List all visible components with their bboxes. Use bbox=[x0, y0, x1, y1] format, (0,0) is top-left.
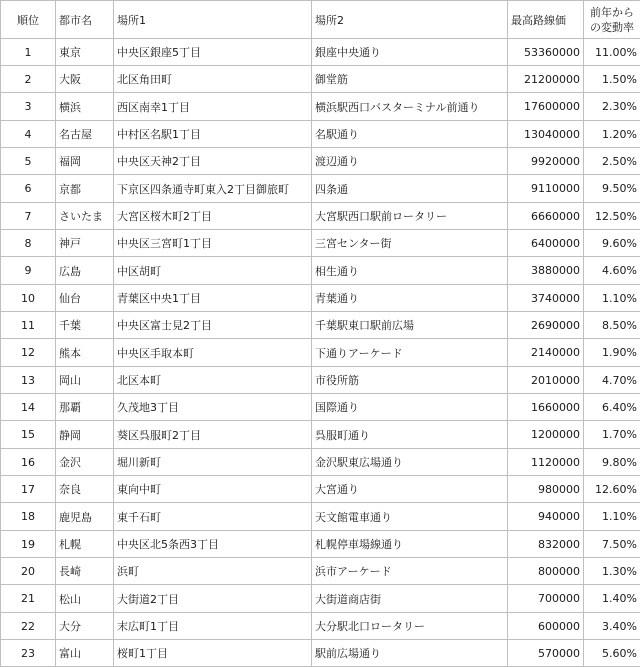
cell-change: 6.40% bbox=[584, 394, 640, 421]
cell-place2: 名駅通り bbox=[312, 121, 508, 148]
table-row bbox=[1, 175, 640, 203]
cell-change: 9.60% bbox=[584, 230, 640, 257]
cell-price: 2690000 bbox=[508, 312, 584, 339]
cell-price: 700000 bbox=[508, 585, 584, 613]
cell-place1: 桜町1丁目 bbox=[114, 640, 312, 667]
cell-city: 大阪 bbox=[56, 66, 114, 93]
cell-city: 熊本 bbox=[56, 339, 114, 367]
table-row bbox=[1, 585, 640, 613]
cell-place2: 札幌停車場線通り bbox=[312, 531, 508, 558]
cell-place1: 北区角田町 bbox=[114, 66, 312, 93]
cell-city: 広島 bbox=[56, 257, 114, 285]
table-row bbox=[1, 203, 640, 230]
cell-price: 6400000 bbox=[508, 230, 584, 257]
cell-city: さいたま bbox=[56, 203, 114, 230]
cell-place1: 大街道2丁目 bbox=[114, 585, 312, 613]
cell-rank: 3 bbox=[1, 93, 56, 121]
cell-place1: 久茂地3丁目 bbox=[114, 394, 312, 421]
cell-change: 5.60% bbox=[584, 640, 640, 667]
cell-price: 980000 bbox=[508, 476, 584, 503]
cell-place1: 葵区呉服町2丁目 bbox=[114, 421, 312, 449]
cell-change: 1.20% bbox=[584, 121, 640, 148]
cell-change: 2.30% bbox=[584, 93, 640, 121]
cell-rank: 2 bbox=[1, 66, 56, 93]
table-row bbox=[1, 503, 640, 531]
cell-place2: 大街道商店街 bbox=[312, 585, 508, 613]
cell-price: 1200000 bbox=[508, 421, 584, 449]
cell-rank: 15 bbox=[1, 421, 56, 449]
cell-change: 2.50% bbox=[584, 148, 640, 175]
cell-city: 名古屋 bbox=[56, 121, 114, 148]
header-place2: 場所2 bbox=[312, 1, 508, 39]
table-row bbox=[1, 449, 640, 476]
cell-price: 13040000 bbox=[508, 121, 584, 148]
cell-place1: 西区南幸1丁目 bbox=[114, 93, 312, 121]
header-rank: 順位 bbox=[1, 1, 56, 39]
cell-place2: 呉服町通り bbox=[312, 421, 508, 449]
cell-city: 岡山 bbox=[56, 367, 114, 394]
cell-city: 大分 bbox=[56, 613, 114, 640]
cell-place2: 三宮センター街 bbox=[312, 230, 508, 257]
cell-rank: 1 bbox=[1, 39, 56, 66]
cell-city: 鹿児島 bbox=[56, 503, 114, 531]
cell-rank: 17 bbox=[1, 476, 56, 503]
cell-city: 松山 bbox=[56, 585, 114, 613]
cell-rank: 22 bbox=[1, 613, 56, 640]
cell-place1: 中央区三宮町1丁目 bbox=[114, 230, 312, 257]
cell-rank: 8 bbox=[1, 230, 56, 257]
cell-price: 2010000 bbox=[508, 367, 584, 394]
table-row bbox=[1, 367, 640, 394]
table-row bbox=[1, 66, 640, 93]
cell-price: 940000 bbox=[508, 503, 584, 531]
cell-place1: 青葉区中央1丁目 bbox=[114, 285, 312, 312]
cell-place2: 大宮通り bbox=[312, 476, 508, 503]
cell-rank: 23 bbox=[1, 640, 56, 667]
cell-place2: 青葉通り bbox=[312, 285, 508, 312]
cell-rank: 13 bbox=[1, 367, 56, 394]
cell-place2: 浜市アーケード bbox=[312, 558, 508, 585]
cell-change: 1.50% bbox=[584, 66, 640, 93]
cell-city: 那覇 bbox=[56, 394, 114, 421]
cell-place2: 千葉駅東口駅前広場 bbox=[312, 312, 508, 339]
cell-change: 12.60% bbox=[584, 476, 640, 503]
header-city: 都市名 bbox=[56, 1, 114, 39]
cell-place1: 末広町1丁目 bbox=[114, 613, 312, 640]
cell-rank: 7 bbox=[1, 203, 56, 230]
header-place1: 場所1 bbox=[114, 1, 312, 39]
cell-rank: 4 bbox=[1, 121, 56, 148]
cell-price: 6660000 bbox=[508, 203, 584, 230]
cell-change: 9.50% bbox=[584, 175, 640, 203]
table-row bbox=[1, 558, 640, 585]
cell-place1: 北区本町 bbox=[114, 367, 312, 394]
cell-price: 3740000 bbox=[508, 285, 584, 312]
cell-place2: 市役所筋 bbox=[312, 367, 508, 394]
table-row bbox=[1, 394, 640, 421]
cell-place2: 御堂筋 bbox=[312, 66, 508, 93]
cell-rank: 19 bbox=[1, 531, 56, 558]
cell-change: 11.00% bbox=[584, 39, 640, 66]
cell-change: 1.70% bbox=[584, 421, 640, 449]
cell-city: 金沢 bbox=[56, 449, 114, 476]
cell-rank: 21 bbox=[1, 585, 56, 613]
cell-price: 1660000 bbox=[508, 394, 584, 421]
cell-place1: 中央区北5条西3丁目 bbox=[114, 531, 312, 558]
cell-change: 3.40% bbox=[584, 613, 640, 640]
cell-city: 長崎 bbox=[56, 558, 114, 585]
cell-change: 1.40% bbox=[584, 585, 640, 613]
cell-price: 2140000 bbox=[508, 339, 584, 367]
table-row bbox=[1, 148, 640, 175]
cell-city: 仙台 bbox=[56, 285, 114, 312]
table-row bbox=[1, 613, 640, 640]
table-row bbox=[1, 476, 640, 503]
header-change-line1: 前年から bbox=[587, 5, 637, 20]
cell-city: 千葉 bbox=[56, 312, 114, 339]
cell-rank: 18 bbox=[1, 503, 56, 531]
cell-place2: 国際通り bbox=[312, 394, 508, 421]
cell-place1: 下京区四条通寺町東入2丁目御旅町 bbox=[114, 175, 312, 203]
cell-place2: 天文館電車通り bbox=[312, 503, 508, 531]
table-row bbox=[1, 421, 640, 449]
cell-rank: 6 bbox=[1, 175, 56, 203]
cell-change: 7.50% bbox=[584, 531, 640, 558]
table-row bbox=[1, 640, 640, 667]
cell-price: 800000 bbox=[508, 558, 584, 585]
cell-place2: 金沢駅東広場通り bbox=[312, 449, 508, 476]
cell-place1: 東向中町 bbox=[114, 476, 312, 503]
cell-city: 東京 bbox=[56, 39, 114, 66]
cell-price: 3880000 bbox=[508, 257, 584, 285]
cell-price: 9110000 bbox=[508, 175, 584, 203]
cell-rank: 5 bbox=[1, 148, 56, 175]
cell-change: 1.30% bbox=[584, 558, 640, 585]
cell-place1: 中央区富士見2丁目 bbox=[114, 312, 312, 339]
table-row bbox=[1, 257, 640, 285]
cell-price: 53360000 bbox=[508, 39, 584, 66]
cell-change: 4.60% bbox=[584, 257, 640, 285]
cell-place2: 渡辺通り bbox=[312, 148, 508, 175]
cell-place2: 大宮駅西口駅前ロータリー bbox=[312, 203, 508, 230]
cell-place2: 下通りアーケード bbox=[312, 339, 508, 367]
table-row bbox=[1, 339, 640, 367]
cell-rank: 16 bbox=[1, 449, 56, 476]
cell-city: 札幌 bbox=[56, 531, 114, 558]
cell-place1: 東千石町 bbox=[114, 503, 312, 531]
table-row bbox=[1, 121, 640, 148]
table-row bbox=[1, 312, 640, 339]
cell-place1: 中区胡町 bbox=[114, 257, 312, 285]
cell-place2: 銀座中央通り bbox=[312, 39, 508, 66]
cell-city: 富山 bbox=[56, 640, 114, 667]
cell-price: 600000 bbox=[508, 613, 584, 640]
cell-place1: 中村区名駅1丁目 bbox=[114, 121, 312, 148]
cell-city: 静岡 bbox=[56, 421, 114, 449]
table-row bbox=[1, 230, 640, 257]
table-row bbox=[1, 93, 640, 121]
cell-city: 奈良 bbox=[56, 476, 114, 503]
cell-city: 神戸 bbox=[56, 230, 114, 257]
cell-rank: 9 bbox=[1, 257, 56, 285]
cell-change: 8.50% bbox=[584, 312, 640, 339]
cell-place2: 大分駅北口ロータリー bbox=[312, 613, 508, 640]
table-row bbox=[1, 285, 640, 312]
table-row bbox=[1, 39, 640, 66]
cell-price: 570000 bbox=[508, 640, 584, 667]
header-price: 最高路線価 bbox=[508, 1, 584, 39]
table-row bbox=[1, 531, 640, 558]
header-change bbox=[584, 1, 640, 39]
header-change-line2: の変動率 bbox=[587, 20, 637, 35]
cell-price: 1120000 bbox=[508, 449, 584, 476]
header-row bbox=[1, 1, 640, 39]
cell-rank: 11 bbox=[1, 312, 56, 339]
cell-price: 832000 bbox=[508, 531, 584, 558]
cell-change: 1.10% bbox=[584, 503, 640, 531]
cell-place1: 中央区銀座5丁目 bbox=[114, 39, 312, 66]
cell-place1: 浜町 bbox=[114, 558, 312, 585]
cell-price: 21200000 bbox=[508, 66, 584, 93]
cell-rank: 10 bbox=[1, 285, 56, 312]
cell-change: 1.10% bbox=[584, 285, 640, 312]
cell-place1: 中央区手取本町 bbox=[114, 339, 312, 367]
cell-place2: 横浜駅西口バスターミナル前通り bbox=[312, 93, 508, 121]
cell-place2: 駅前広場通り bbox=[312, 640, 508, 667]
cell-city: 福岡 bbox=[56, 148, 114, 175]
cell-place1: 中央区天神2丁目 bbox=[114, 148, 312, 175]
cell-change: 12.50% bbox=[584, 203, 640, 230]
cell-change: 1.90% bbox=[584, 339, 640, 367]
cell-place2: 四条通 bbox=[312, 175, 508, 203]
table-body bbox=[1, 39, 640, 667]
cell-place1: 堀川新町 bbox=[114, 449, 312, 476]
cell-change: 4.70% bbox=[584, 367, 640, 394]
cell-rank: 12 bbox=[1, 339, 56, 367]
cell-rank: 14 bbox=[1, 394, 56, 421]
cell-city: 横浜 bbox=[56, 93, 114, 121]
cell-rank: 20 bbox=[1, 558, 56, 585]
cell-change: 9.80% bbox=[584, 449, 640, 476]
cell-place1: 大宮区桜木町2丁目 bbox=[114, 203, 312, 230]
cell-place2: 相生通り bbox=[312, 257, 508, 285]
cell-city: 京都 bbox=[56, 175, 114, 203]
cell-price: 17600000 bbox=[508, 93, 584, 121]
cell-price: 9920000 bbox=[508, 148, 584, 175]
